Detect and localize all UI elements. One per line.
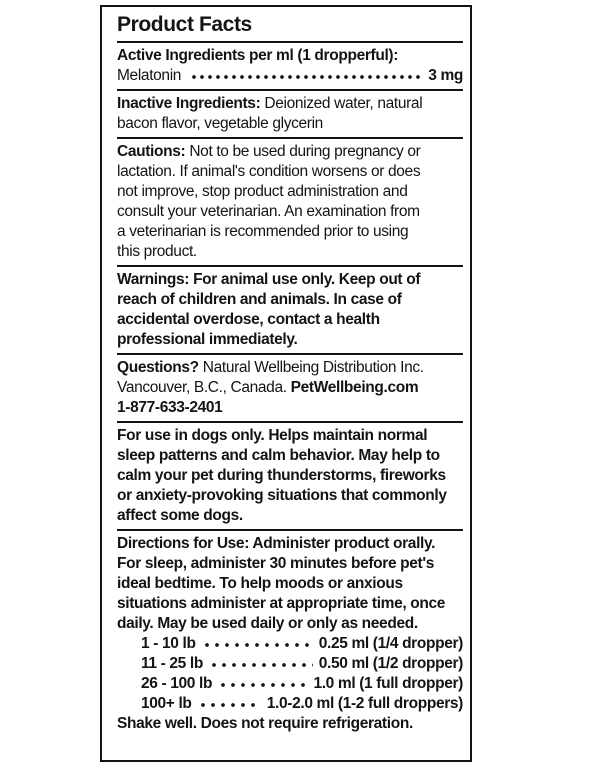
dotted-leader [198,694,261,714]
text-line: lactation. If animal's condition worsens or does [117,163,421,180]
text-line [117,358,463,378]
inactive-ingredients-lines [117,114,463,134]
cautions-lead: Cautions: [117,143,186,160]
section-usage [117,426,463,526]
inactive-ingredients-lead: Inactive Ingredients: [117,95,261,112]
dosage-weight-range: 1 - 10 lb [141,635,196,652]
dotted-leader [218,674,307,694]
section-divider [117,89,463,91]
text-line [117,378,463,398]
section-divider [117,421,463,423]
warnings-lines [117,290,463,350]
text-line: situations administer at appropriate time, once [117,595,446,612]
section-divider [117,137,463,139]
section-divider [117,41,463,43]
text-line: calm your pet during thunderstorms, fireworks [117,467,446,484]
section-divider [117,353,463,355]
active-ingredients-heading: Active Ingredients per ml (1 dropperful): [117,47,399,64]
text-line: ideal bedtime. To help moods or anxious [117,575,403,592]
text-line: affect some dogs. [117,507,243,524]
section-questions [117,358,463,418]
warnings-text: For animal use only. Keep out of [193,271,421,288]
directions-lines [117,534,463,634]
section-divider [117,529,463,531]
dosage-amount: 0.50 ml (1/2 dropper) [318,655,463,672]
text-line [117,270,463,290]
dosage-amount: 1.0 ml (1 full dropper) [313,675,463,692]
dosage-weight-range: 11 - 25 lb [141,655,203,672]
ingredient-amount: 3 mg [428,67,463,84]
panel-title: Product Facts [117,13,252,36]
text-line: consult your veterinarian. An examination from [117,203,420,220]
dosage-row [117,674,463,694]
text-line: reach of children and animals. In case of [117,291,402,308]
dosage-row [117,694,463,714]
text-line: Directions for Use: Administer product orally. [117,535,436,552]
section-directions [117,534,463,734]
section-divider [117,265,463,267]
text-line: sleep patterns and calm behavior. May help to [117,447,440,464]
usage-lines [117,426,463,526]
phone-number: 1-877-633-2401 [117,399,223,416]
dosage-row [117,654,463,674]
inactive-ingredients-text: Deionized water, natural [264,95,423,112]
section-inactive-ingredients [117,94,463,134]
section-active-ingredients [117,46,463,86]
distributor-name: Natural Wellbeing Distribution Inc. [202,359,424,376]
dosage-row [117,634,463,654]
text-line: this product. [117,243,197,260]
website: PetWellbeing.com [290,379,419,396]
dotted-leader [202,634,313,654]
storage-note: Shake well. Does not require refrigeration. [117,715,413,732]
cautions-text: Not to be used during pregnancy or [189,143,421,160]
section-cautions [117,142,463,262]
warnings-lead: Warnings: [117,271,190,288]
dosage-weight-range: 26 - 100 lb [141,675,213,692]
text-line: professional immediately. [117,331,298,348]
dotted-leader [209,654,313,674]
dosage-amount: 1.0-2.0 ml (1-2 full droppers) [266,695,463,712]
text-line: bacon flavor, vegetable glycerin [117,115,323,132]
distributor-location: Vancouver, B.C., Canada. [117,379,287,396]
ingredient-name: Melatonin [117,67,182,84]
text-line: daily. May be used daily or only as needed. [117,615,418,632]
text-line [117,142,463,162]
text-line: a veterinarian is recommended prior to using [117,223,409,240]
text-line: For use in dogs only. Helps maintain normal [117,427,428,444]
dosage-table [117,634,463,714]
text-line: not improve, stop product administration and [117,183,408,200]
section-warnings [117,270,463,350]
ingredient-row [117,66,463,86]
text-line [117,94,463,114]
text-line: or anxiety-provoking situations that commonly [117,487,447,504]
dosage-weight-range: 100+ lb [141,695,192,712]
cautions-lines [117,162,463,262]
product-facts-panel [100,5,472,762]
dosage-amount: 0.25 ml (1/4 dropper) [318,635,463,652]
dotted-leader [190,66,422,86]
text-line: For sleep, administer 30 minutes before pet's [117,555,434,572]
text-line: accidental overdose, contact a health [117,311,380,328]
questions-lead: Questions? [117,359,199,376]
